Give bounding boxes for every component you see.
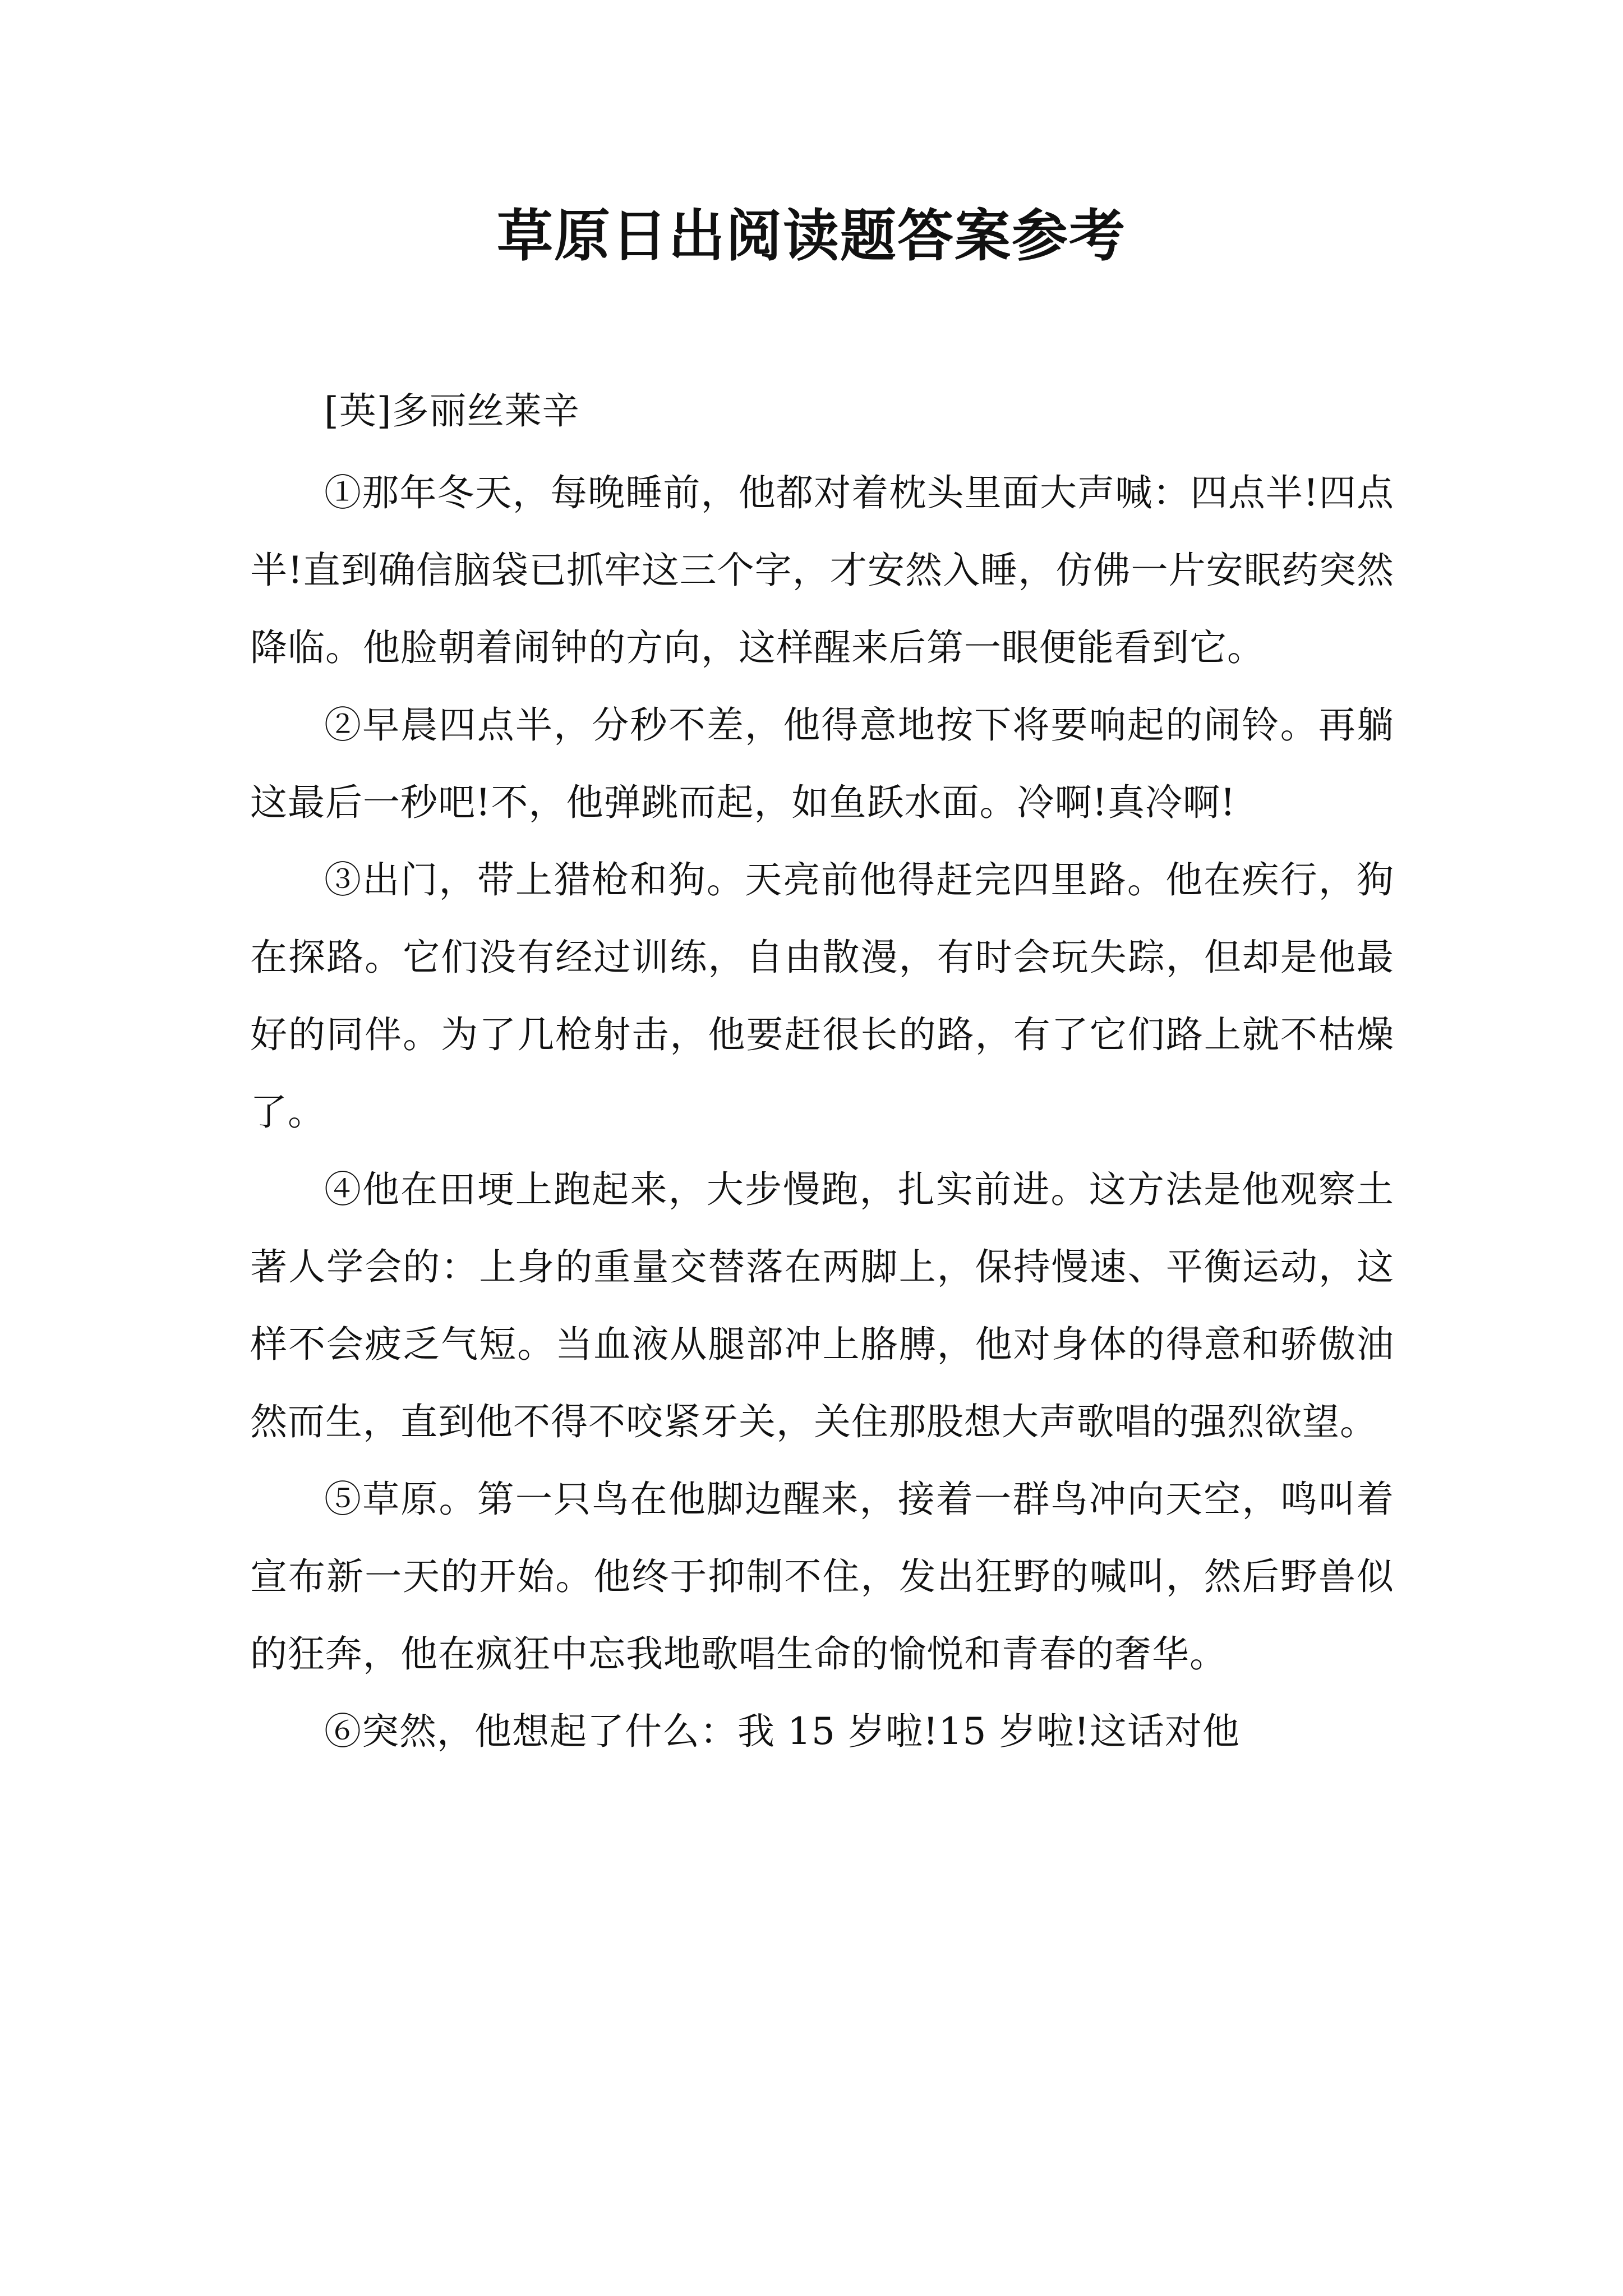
document-body xyxy=(250,372,1394,1770)
paragraph-6: ⑥突然，他想起了什么：我 15 岁啦!15 岁啦!这话对他 xyxy=(324,1710,1240,1753)
paragraph-3: ③出门，带上猎枪和狗。天亮前他得赶完四里路。他在疾行，狗在探路。它们没有经过训练，自由散漫，有时会玩失踪，但却是他最好的同伴。为了几枪射击，他要赶很长的路，有了它们路上就不枯燥了。 xyxy=(250,858,1394,1134)
author-line: [英]多丽丝莱辛 xyxy=(324,389,580,432)
paragraph-5: ⑤草原。第一只鸟在他脚边醒来，接着一群鸟冲向天空，鸣叫着宣布新一天的开始。他终于抑制不住，发出狂野的喊叫，然后野兽似的狂奔，他在疯狂中忘我地歌唱生命的愉悦和青春的奢华。 xyxy=(250,1478,1394,1676)
paragraph-2: ②早晨四点半，分秒不差，他得意地按下将要响起的闹铃。再躺这最后一秒吧!不，他弹跳而起，如鱼跃水面。冷啊!真冷啊! xyxy=(250,703,1394,824)
paragraph-1: ①那年冬天，每晚睡前，他都对着枕头里面大声喊：四点半!四点半!直到确信脑袋已抓牢这三个字，才安然入睡，仿佛一片安眠药突然降临。他脸朝着闹钟的方向，这样醒来后第一眼便能看到它。 xyxy=(250,471,1394,669)
paragraph-4: ④他在田埂上跑起来，大步慢跑，扎实前进。这方法是他观察土著人学会的：上身的重量交替落在两脚上，保持慢速、平衡运动，这样不会疲乏气短。当血液从腿部冲上胳膊，他对身体的得意和骄傲油然而生，直到他不得不咬紧牙关，关住那股想大声歌唱的强烈欲望。 xyxy=(250,1168,1394,1443)
document-title: 草原日出阅读题答案参考 xyxy=(497,203,1126,269)
